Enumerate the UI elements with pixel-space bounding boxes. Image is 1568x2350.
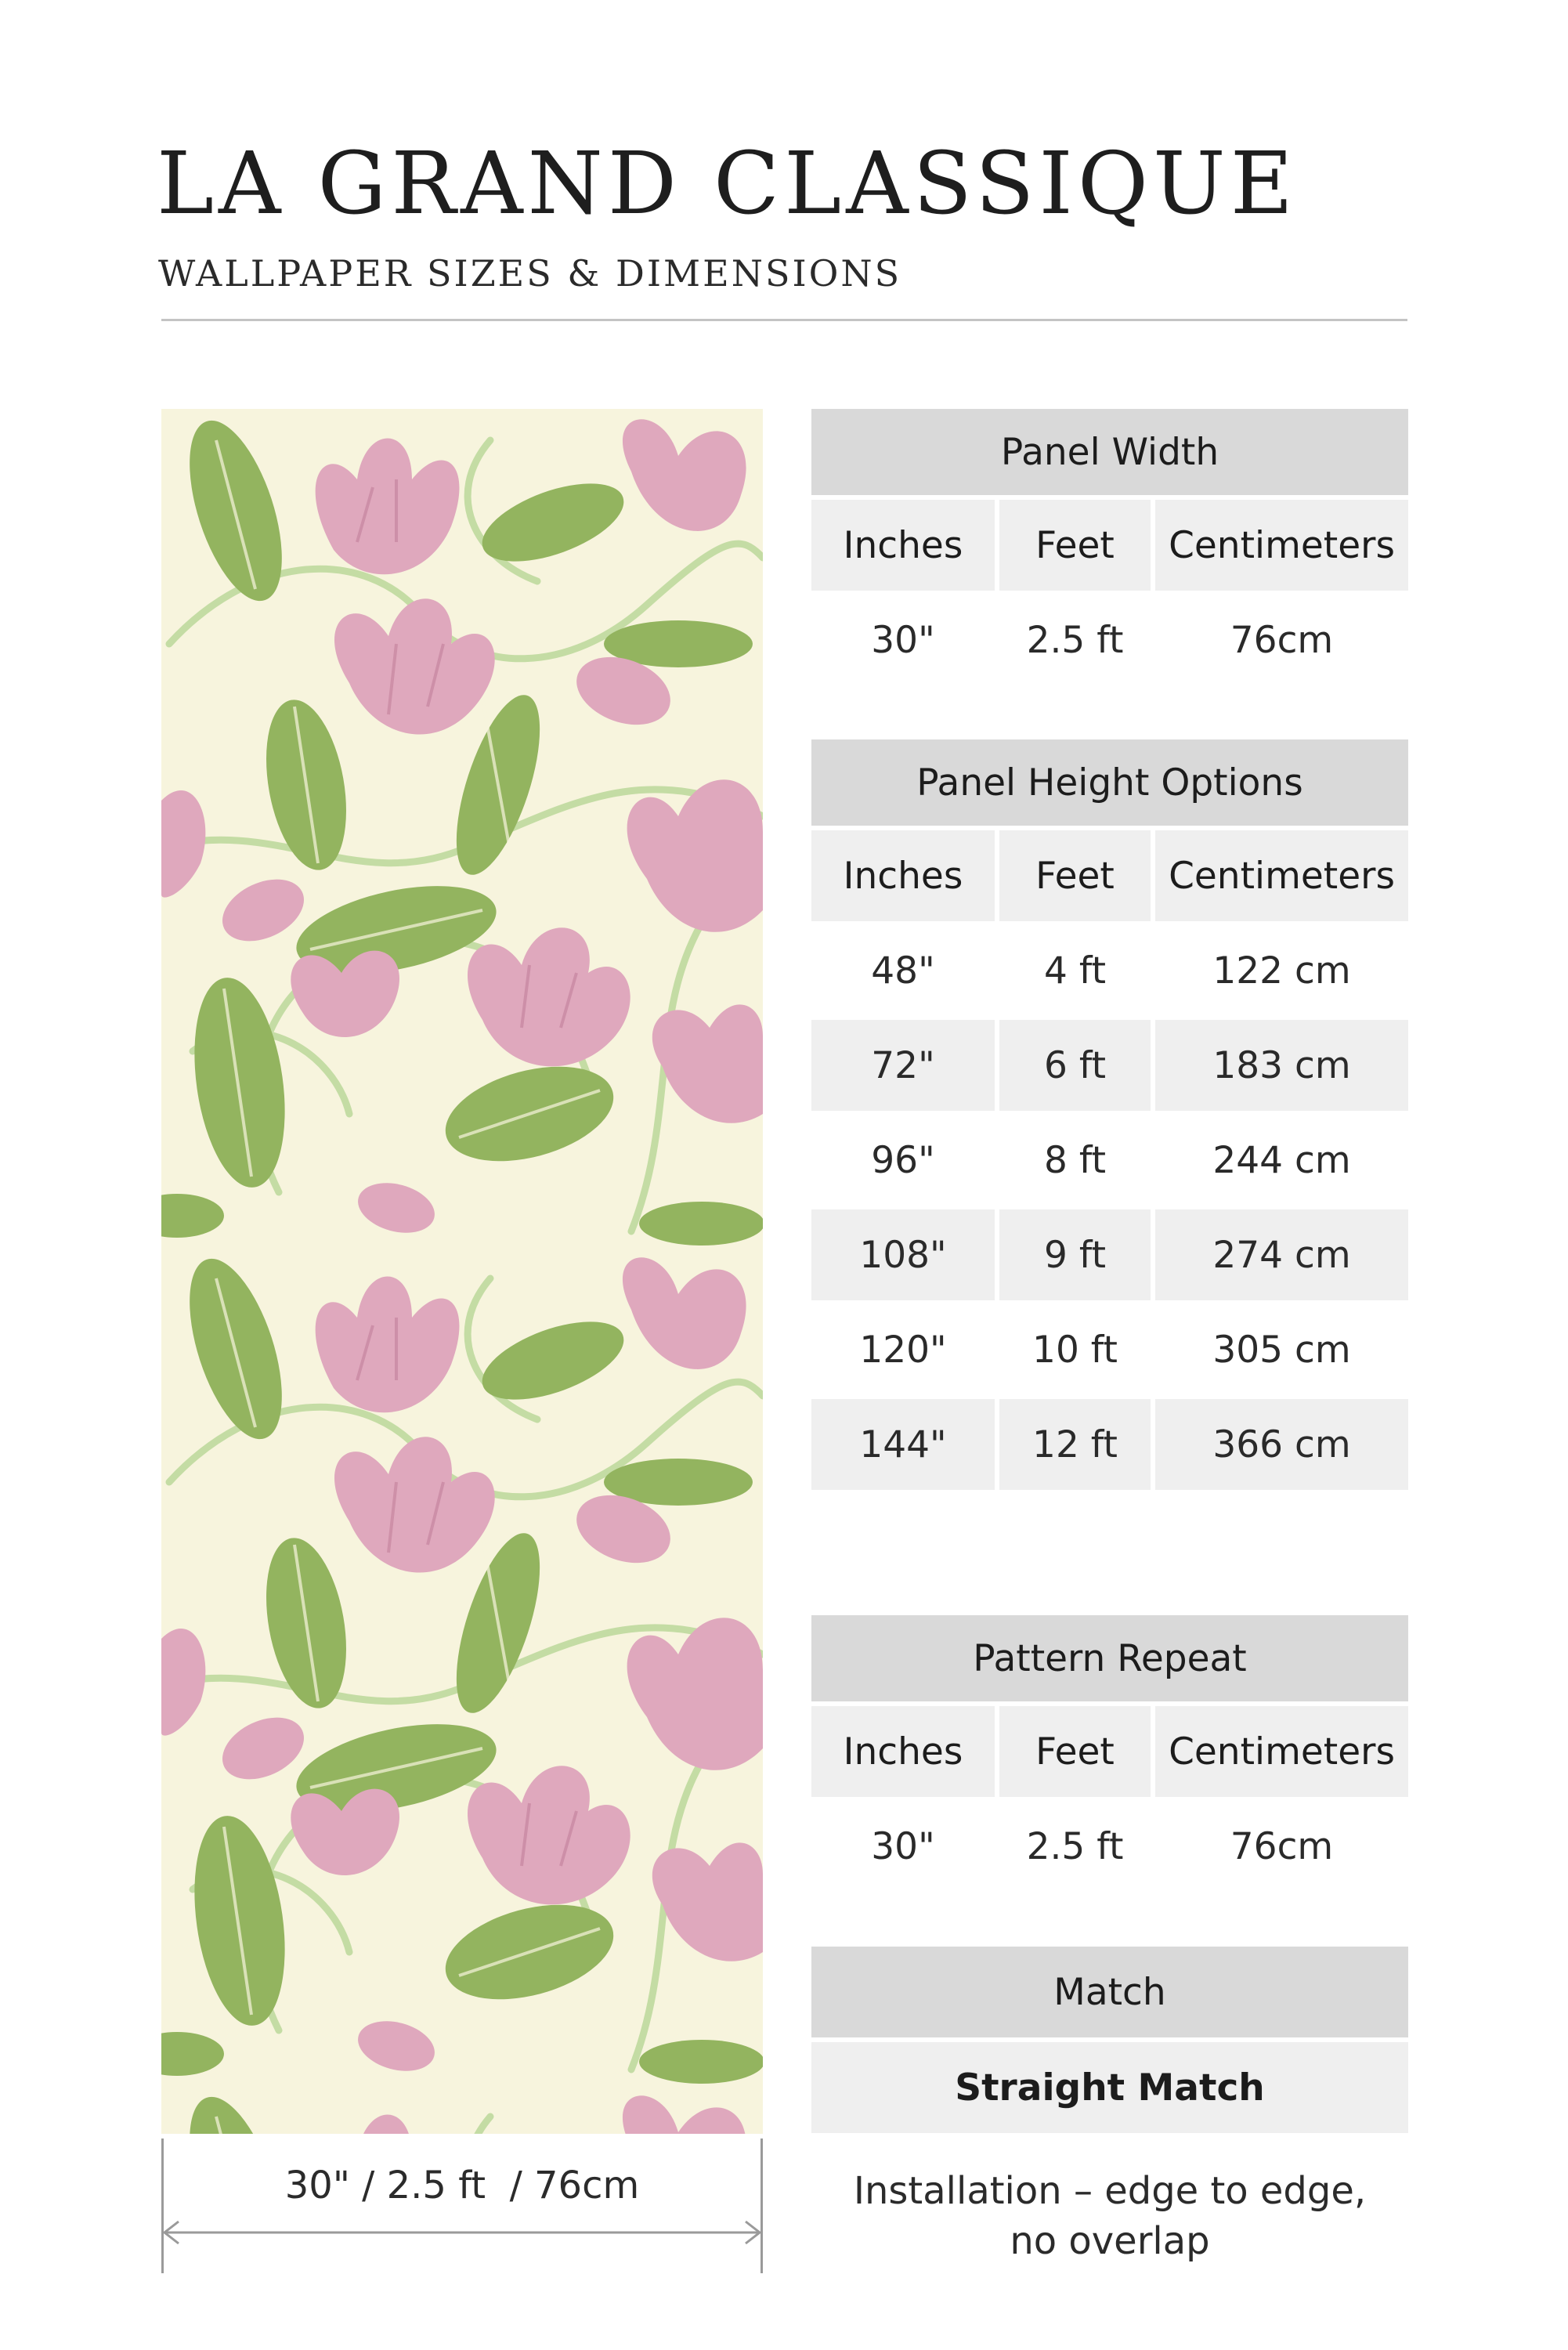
table-row <box>811 1209 1408 1300</box>
table-cell: 10 ft <box>1032 1328 1118 1372</box>
table-cell: 12 ft <box>999 1399 1151 1490</box>
table-cell: 108" <box>811 1209 995 1300</box>
table-row <box>811 925 1408 1016</box>
table-cell: 8 ft <box>1044 1138 1106 1182</box>
column-header: Centimeters <box>1155 500 1408 591</box>
table-cell: 30" <box>871 1824 935 1868</box>
panel-height-table <box>811 739 1408 1494</box>
column-header: Centimeters <box>1155 830 1408 921</box>
table-row <box>811 1399 1408 1490</box>
dimension-arrow <box>161 2217 763 2248</box>
table-cell: 30" <box>871 618 935 662</box>
match-table <box>811 1947 1408 2133</box>
panel-width-title: Panel Width <box>811 409 1408 495</box>
table-cell: 48" <box>871 949 935 992</box>
table-cell: 9 ft <box>999 1209 1151 1300</box>
table-cell: 274 cm <box>1155 1209 1408 1300</box>
table-row <box>811 1115 1408 1206</box>
column-header: Inches <box>811 500 995 591</box>
table-cell: 6 ft <box>999 1020 1151 1111</box>
installation-note <box>811 2166 1408 2266</box>
table-cell: 244 cm <box>1212 1138 1351 1182</box>
page-title: LA GRAND CLASSIQUE <box>157 133 1299 233</box>
installation-note-line-1: Installation – edge to edge, <box>853 2169 1367 2213</box>
table-column-headers <box>811 830 1408 921</box>
table-cell: 122 cm <box>1212 949 1351 992</box>
column-header: Feet <box>999 500 1151 591</box>
table-row <box>811 1304 1408 1395</box>
table-cell: 305 cm <box>1212 1328 1351 1372</box>
column-header: Centimeters <box>1155 1706 1408 1797</box>
table-cell: 120" <box>859 1328 947 1372</box>
table-cell: 366 cm <box>1155 1399 1408 1490</box>
table-cell: 2.5 ft <box>1026 1824 1124 1868</box>
table-cell: 144" <box>811 1399 995 1490</box>
header-divider <box>161 319 1407 321</box>
table-column-headers <box>811 1706 1408 1797</box>
column-header: Feet <box>999 1706 1151 1797</box>
panel-width-table <box>811 409 1408 689</box>
page-subtitle: WALLPAPER SIZES & DIMENSIONS <box>158 252 902 295</box>
pattern-repeat-title: Pattern Repeat <box>811 1615 1408 1701</box>
table-cell: 96" <box>871 1138 935 1182</box>
table-cell: 4 ft <box>1044 949 1106 992</box>
panel-height-title: Panel Height Options <box>811 739 1408 826</box>
table-row <box>811 595 1408 685</box>
table-cell: 76cm <box>1230 1824 1334 1868</box>
installation-note-line-2: no overlap <box>1010 2219 1210 2263</box>
panel-dimension-label: 30" / 2.5 ft / 76cm <box>284 2164 640 2207</box>
table-cell: 183 cm <box>1155 1020 1408 1111</box>
table-cell: 76cm <box>1230 618 1334 662</box>
column-header: Inches <box>811 830 995 921</box>
column-header: Inches <box>811 1706 995 1797</box>
match-title: Match <box>811 1947 1408 2037</box>
wallpaper-panel-preview <box>161 409 763 2134</box>
table-cell: 72" <box>811 1020 995 1111</box>
table-row <box>811 1020 1408 1111</box>
table-cell: 2.5 ft <box>1026 618 1124 662</box>
match-value: Straight Match <box>811 2042 1408 2133</box>
column-header: Feet <box>999 830 1151 921</box>
table-row <box>811 1801 1408 1892</box>
pattern-repeat-table <box>811 1615 1408 1896</box>
table-column-headers <box>811 500 1408 591</box>
